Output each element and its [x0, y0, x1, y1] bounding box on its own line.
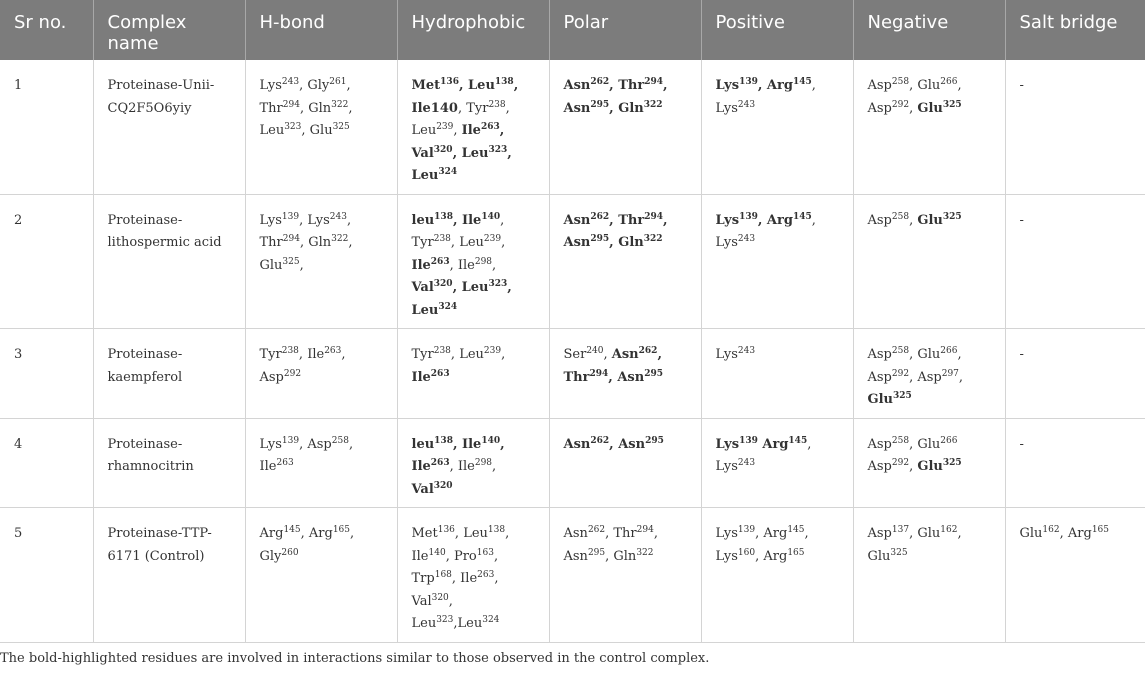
residue: Val$^{320}$	[411, 279, 453, 295]
header-sr-no: Sr no.	[0, 0, 93, 60]
residue: Ile140	[411, 100, 458, 116]
residue: Glu$^{266}$	[917, 435, 958, 452]
residue: Asp$^{292}$	[867, 458, 910, 474]
cell-complex-name: Proteinase-Unii-CQ2F5O6yiy	[93, 60, 245, 194]
residue: Leu$^{323}$	[461, 144, 508, 161]
cell-hydrophobic: leu$^{138}$, Ile$^{140}$, Tyr$^{238}$, Leu$^{239}$, Ile$^{263}$, Ile$^{298}$, Val$^{320}$, Leu$^{323}$, Leu$^{324}$	[397, 194, 549, 329]
residue: Gln$^{322}$	[618, 234, 663, 250]
residue: Gln$^{322}$	[618, 99, 663, 116]
residue: Asp$^{292}$	[259, 368, 302, 385]
residue: Asn$^{262}$	[563, 211, 610, 228]
residue: Glu$^{325}$	[917, 99, 962, 116]
residue: Lys$^{160}$	[715, 547, 756, 564]
residue: Leu$^{323}$	[411, 615, 454, 631]
residue: Thr$^{294}$	[618, 77, 663, 93]
residue: Gln$^{322}$	[308, 234, 349, 250]
residue: Asp$^{292}$	[867, 99, 910, 116]
residue: Arg$^{165}$	[763, 547, 805, 564]
residue: Gln$^{322}$	[613, 547, 654, 564]
header-salt-bridge: Salt bridge	[1005, 0, 1145, 60]
residue: Asp$^{137}$	[867, 525, 910, 541]
residue: Asn$^{295}$	[563, 234, 610, 250]
header-negative: Negative	[853, 0, 1005, 60]
residue: Ile$^{263}$	[411, 256, 450, 273]
residue: Asp$^{258}$	[307, 435, 349, 452]
residue: Glu$^{325}$	[917, 211, 962, 228]
cell-h-bond: Lys$^{243}$, Gly$^{261}$, Thr$^{294}$, Gln$^{322}$, Leu$^{323}$, Glu$^{325}$	[245, 60, 397, 194]
cell-complex-name: Proteinase-TTP-6171 (Control)	[93, 508, 245, 643]
cell-salt-bridge: -	[1005, 60, 1145, 194]
table-row	[0, 60, 1145, 194]
cell-complex-name: Proteinase-rhamnocitrin	[93, 418, 245, 508]
residue: Glu$^{325}$	[917, 458, 962, 474]
residue: Asn$^{262}$	[563, 525, 606, 541]
residue: Val$^{320}$	[411, 480, 453, 497]
header-h-bond: H-bond	[245, 0, 397, 60]
residue: Glu$^{325}$	[259, 256, 300, 273]
residue: Leu$^{324}$	[457, 615, 500, 631]
residue: Ile$^{263}$	[411, 368, 450, 385]
residue: Lys$^{139}$	[715, 211, 758, 228]
cell-h-bond: Lys$^{139}$, Lys$^{243}$, Thr$^{294}$, Gln$^{322}$, Glu$^{325}$,	[245, 194, 397, 329]
cell-negative: Asp$^{258}$, Glu$^{266}$, Asp$^{292}$, Asp$^{297}$, Glu$^{325}$	[853, 329, 1005, 419]
cell-polar: Ser$^{240}$, Asn$^{262}$, Thr$^{294}$, Asn$^{295}$	[549, 329, 701, 419]
residue: Thr$^{294}$	[259, 234, 300, 250]
residue: Asp$^{292}$	[867, 368, 910, 385]
residue: Asn$^{262}$	[611, 346, 658, 362]
residue: Gln$^{322}$	[308, 99, 349, 116]
residue: Ile$^{263}$	[307, 346, 342, 362]
residue: Asp$^{258}$	[867, 435, 910, 452]
residue: Lys$^{139}$	[259, 211, 300, 228]
residue: Arg$^{145}$	[763, 525, 805, 541]
residue: Lys$^{243}$	[715, 346, 756, 362]
residue: Glu$^{162}$	[917, 525, 958, 541]
residue: Asn$^{262}$	[563, 435, 610, 452]
residue: Lys$^{243}$	[715, 458, 756, 474]
residue: Leu$^{324}$	[411, 167, 458, 183]
cell-polar: Asn$^{262}$, Asn$^{295}$	[549, 418, 701, 508]
residue: Pro$^{163}$	[453, 547, 494, 564]
cell-sr-no: 4	[0, 418, 93, 508]
residue: Tyr$^{238}$	[411, 346, 451, 362]
cell-positive	[701, 329, 853, 419]
residue: Arg$^{165}$	[308, 525, 351, 541]
residue: Arg$^{145}$	[766, 211, 812, 228]
residue: Ile$^{140}$	[411, 547, 446, 564]
residue: Ile$^{263}$	[460, 570, 495, 586]
residue: Asp$^{297}$	[917, 368, 959, 385]
cell-positive: Lys$^{139}$, Arg$^{145}$, Lys$^{243}$	[701, 194, 853, 329]
cell-positive: Lys$^{139}$ Arg$^{145}$, Lys$^{243}$	[701, 418, 853, 508]
residue: Leu$^{323}$	[461, 279, 508, 295]
cell-h-bond: Arg$^{145}$, Arg$^{165}$, Gly$^{260}$	[245, 508, 397, 643]
residue: Arg$^{145}$	[766, 77, 812, 93]
residue: Ile$^{263}$	[461, 122, 500, 138]
cell-polar: Asn$^{262}$, Thr$^{294}$, Asn$^{295}$, Gln$^{322}$	[549, 508, 701, 643]
cell-negative: Asp$^{137}$, Glu$^{162}$, Glu$^{325}$	[853, 508, 1005, 643]
residue: Glu$^{325}$	[867, 547, 908, 564]
cell-polar: Asn$^{262}$, Thr$^{294}$, Asn$^{295}$, Gln$^{322}$	[549, 194, 701, 329]
residue: Thr$^{294}$	[618, 211, 663, 228]
residue: Arg$^{165}$	[1067, 525, 1109, 541]
residue: Thr$^{294}$	[613, 525, 654, 541]
residue: Asn$^{295}$	[563, 547, 606, 564]
header-polar: Polar	[549, 0, 701, 60]
residue: Lys$^{139}$	[715, 525, 756, 541]
residue: Glu$^{266}$	[917, 77, 958, 93]
residue: Lys$^{139}$	[715, 435, 758, 452]
residue: Val$^{320}$	[411, 144, 453, 161]
residue: Lys$^{243}$	[715, 99, 756, 116]
residue: Glu$^{162}$	[1019, 525, 1060, 541]
cell-negative: Asp$^{258}$, Glu$^{266}$ Asp$^{292}$, Glu$^{325}$	[853, 418, 1005, 508]
residue: Tyr$^{238}$	[411, 234, 451, 250]
residue: leu$^{138}$	[411, 211, 453, 228]
cell-hydrophobic: Met$^{136}$, Leu$^{138}$, Ile$^{140}$, Pro$^{163}$, Trp$^{168}$, Ile$^{263}$, Val$^{320}$, Leu$^{323}$,Leu$^{324}$	[397, 508, 549, 643]
residue: Ile$^{298}$	[457, 256, 493, 273]
residue: Val$^{320}$	[411, 592, 449, 609]
residue: Asp$^{258}$	[867, 77, 910, 93]
residue: Leu$^{138}$	[463, 525, 506, 541]
header-positive: Positive	[701, 0, 853, 60]
table-row	[0, 418, 1145, 508]
residue: Lys$^{243}$	[715, 234, 756, 250]
residue: Thr$^{294}$	[259, 99, 300, 116]
residue: Ile$^{140}$	[462, 435, 501, 452]
residue: Gly$^{261}$	[307, 77, 347, 93]
residue: Leu$^{239}$	[411, 122, 454, 138]
residue: Met$^{136}$	[411, 77, 459, 93]
residue: Ser$^{240}$	[563, 346, 604, 362]
residue: Leu$^{324}$	[411, 301, 458, 318]
residue: Lys$^{243}$	[259, 77, 300, 93]
residue: Ile$^{263}$	[411, 458, 450, 474]
cell-h-bond: Tyr$^{238}$, Ile$^{263}$, Asp$^{292}$	[245, 329, 397, 419]
residue: Tyr$^{238}$	[466, 99, 506, 116]
residue: Ile$^{263}$	[259, 458, 294, 474]
cell-hydrophobic: leu$^{138}$, Ile$^{140}$, Ile$^{263}$, Ile$^{298}$, Val$^{320}$	[397, 418, 549, 508]
residue: Ile$^{140}$	[462, 211, 501, 228]
cell-polar: Asn$^{262}$, Thr$^{294}$, Asn$^{295}$, Gln$^{322}$	[549, 60, 701, 194]
cell-salt-bridge: -	[1005, 194, 1145, 329]
cell-sr-no: 5	[0, 508, 93, 643]
residue: Asp$^{258}$	[867, 211, 910, 228]
residue: Tyr$^{238}$	[259, 346, 299, 362]
residue: Lys$^{243}$	[307, 211, 347, 228]
residue: Glu$^{266}$	[917, 346, 958, 362]
residue: Glu$^{325}$	[867, 391, 912, 407]
cell-complex-name: Proteinase-lithospermic acid	[93, 194, 245, 329]
cell-positive: Lys$^{139}$, Arg$^{145}$, Lys$^{160}$, Arg$^{165}$	[701, 508, 853, 643]
residue: Leu$^{323}$	[259, 122, 302, 138]
table-row	[0, 329, 1145, 419]
cell-negative: Asp$^{258}$, Glu$^{266}$, Asp$^{292}$, Glu$^{325}$	[853, 60, 1005, 194]
table-footnote: The bold-highlighted residues are involved in interactions similar to those observed in the control complex.	[0, 651, 710, 666]
residue: Asn$^{295}$	[617, 368, 663, 385]
table-row	[0, 508, 1145, 643]
cell-hydrophobic: Tyr$^{238}$, Leu$^{239}$, Ile$^{263}$	[397, 329, 549, 419]
header-complex-name: Complex name	[93, 0, 245, 60]
cell-positive: Lys$^{139}$, Arg$^{145}$, Lys$^{243}$	[701, 60, 853, 194]
residue: Lys$^{139}$	[259, 435, 300, 452]
cell-complex-name: Proteinase-kaempferol	[93, 329, 245, 419]
residue: Lys$^{139}$	[715, 77, 758, 93]
residue: Arg$^{145}$	[762, 435, 808, 452]
cell-negative: Asp$^{258}$, Glu$^{325}$	[853, 194, 1005, 329]
residue: Gly$^{260}$	[259, 547, 299, 564]
cell-salt-bridge: Glu$^{162}$, Arg$^{165}$	[1005, 508, 1145, 643]
residue: Ile$^{298}$	[457, 458, 493, 474]
residue: leu$^{138}$	[411, 435, 453, 452]
header-row	[0, 0, 1145, 60]
residue: Leu$^{239}$	[459, 346, 502, 362]
residue: Arg$^{145}$	[259, 525, 301, 541]
residue: Asn$^{295}$	[618, 435, 664, 452]
cell-salt-bridge: -	[1005, 329, 1145, 419]
residue: Trp$^{168}$	[411, 570, 452, 586]
header-hydrophobic: Hydrophobic	[397, 0, 549, 60]
residue: Met$^{136}$	[411, 525, 455, 541]
residue: Asn$^{262}$	[563, 77, 610, 93]
cell-h-bond: Lys$^{139}$, Asp$^{258}$, Ile$^{263}$	[245, 418, 397, 508]
residue: Asn$^{295}$	[563, 99, 610, 116]
residue: Thr$^{294}$	[563, 368, 609, 385]
residue: Leu$^{239}$	[459, 234, 502, 250]
cell-sr-no: 1	[0, 60, 93, 194]
cell-sr-no: 2	[0, 194, 93, 329]
table-row	[0, 194, 1145, 329]
cell-sr-no: 3	[0, 329, 93, 419]
cell-salt-bridge: -	[1005, 418, 1145, 508]
residue: Asp$^{258}$	[867, 346, 910, 362]
cell-hydrophobic: Met$^{136}$, Leu$^{138}$, Ile140, Tyr$^{238}$, Leu$^{239}$, Ile$^{263}$, Val$^{320}$, Leu$^{323}$, Leu$^{324}$	[397, 60, 549, 194]
residue: Leu$^{138}$	[468, 77, 514, 93]
residue: Glu$^{325}$	[309, 122, 350, 138]
